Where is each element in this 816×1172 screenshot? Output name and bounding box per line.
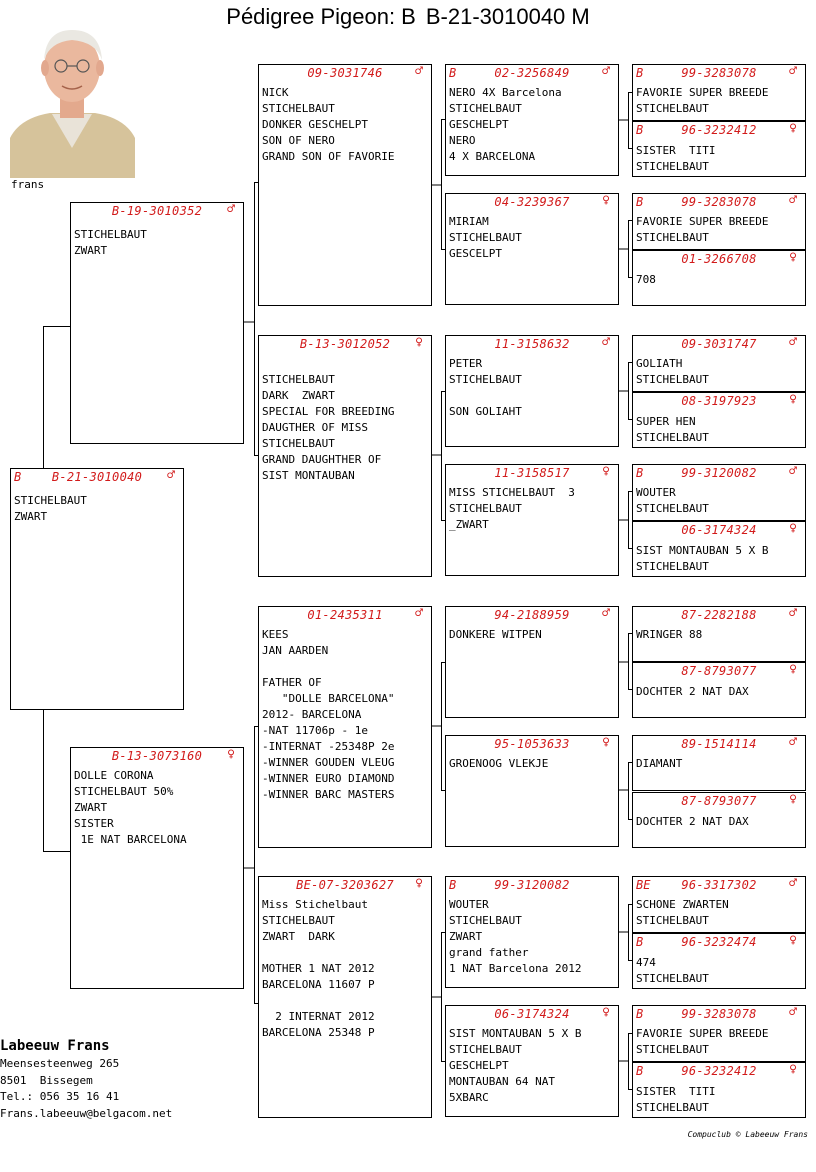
info-line: STICHELBAUT xyxy=(636,231,709,244)
info-line: SON OF NERO xyxy=(262,134,335,147)
ring-number: 09-3031747 xyxy=(681,337,757,351)
sex-symbol-icon: ♀ xyxy=(415,335,423,350)
sex-symbol-icon: ♂ xyxy=(789,735,797,750)
pigeon-info xyxy=(446,352,618,420)
info-line: SUPER HEN xyxy=(636,415,696,428)
ring-header xyxy=(11,469,183,485)
ring-number: B-13-3012052 xyxy=(299,337,391,351)
info-line: BARCELONA 11607 P xyxy=(262,978,375,991)
sex-symbol-icon: ♀ xyxy=(789,392,797,407)
ring-number: 99-3120082 xyxy=(681,466,757,480)
ring-header xyxy=(633,1006,805,1022)
info-line: _ZWART xyxy=(449,518,489,531)
pigeon-info xyxy=(633,538,805,575)
ring-number: 06-3174324 xyxy=(494,1007,570,1021)
ring-header xyxy=(633,336,805,352)
pigeon-box-ffm[interactable] xyxy=(445,193,619,305)
info-line: NICK xyxy=(262,86,289,99)
pigeon-info xyxy=(633,752,805,772)
info-line: "DOLLE BARCELONA" xyxy=(262,692,395,705)
info-line: WOUTER xyxy=(449,898,489,911)
owner-info xyxy=(0,1036,172,1122)
pigeon-info xyxy=(633,352,805,388)
ring-header xyxy=(446,65,618,81)
info-line: FAVORIE SUPER BREEDE xyxy=(636,215,769,228)
info-line: GRAND SON OF FAVORIE xyxy=(262,150,395,163)
pigeon-box-mother[interactable] xyxy=(70,747,244,989)
info-line: ZWART xyxy=(74,801,108,814)
info-line: MOTHER 1 NAT 2012 xyxy=(262,962,375,975)
info-line: 5XBARC xyxy=(449,1091,489,1104)
info-line: STICHELBAUT xyxy=(636,914,709,927)
sex-symbol-icon: ♀ xyxy=(789,121,797,136)
info-line xyxy=(449,388,615,404)
info-line: 2012- BARCELONA xyxy=(262,708,362,721)
sex-symbol-icon: ♂ xyxy=(789,64,797,79)
sex-symbol-icon: ♂ xyxy=(415,64,423,79)
sex-symbol-icon: ♀ xyxy=(415,876,423,891)
ring-number: 11-3158632 xyxy=(494,337,570,351)
pigeon-info xyxy=(633,623,805,643)
ring-header xyxy=(633,877,805,893)
pigeon-box-g15[interactable] xyxy=(632,1005,806,1062)
pigeon-box-mfm[interactable] xyxy=(445,735,619,847)
ring-number: 99-3120082 xyxy=(494,878,570,892)
sex-symbol-icon: ♂ xyxy=(415,606,423,621)
pigeon-info xyxy=(259,81,431,165)
ring-number: 96-3232412 xyxy=(681,1064,757,1078)
pigeon-info xyxy=(71,764,243,848)
ring-header xyxy=(633,194,805,210)
pigeon-info xyxy=(446,752,618,772)
info-line: NERO xyxy=(449,134,476,147)
pigeon-box-g12[interactable] xyxy=(632,792,806,848)
ring-header xyxy=(71,748,243,764)
pigeon-box-fmm[interactable] xyxy=(445,464,619,576)
pigeon-info xyxy=(633,210,805,246)
pigeon-info xyxy=(259,352,431,484)
info-line: GESCELPT xyxy=(449,247,502,260)
info-line: STICHELBAUT xyxy=(262,373,335,386)
sex-symbol-icon: ♀ xyxy=(789,250,797,265)
pigeon-info xyxy=(446,481,618,533)
ring-header xyxy=(446,877,618,893)
pigeon-info xyxy=(633,481,805,517)
ring-header xyxy=(259,65,431,81)
info-line: STICHELBAUT xyxy=(262,914,335,927)
ring-number: BE-07-3203627 xyxy=(296,878,394,892)
country-code: BE xyxy=(636,878,651,892)
ring-header xyxy=(633,251,805,267)
ring-header xyxy=(633,393,805,409)
sex-symbol-icon: ♂ xyxy=(789,193,797,208)
sex-symbol-icon: ♂ xyxy=(227,202,235,217)
info-line: STICHELBAUT xyxy=(449,231,522,244)
pigeon-box-g3[interactable] xyxy=(632,193,806,250)
pigeon-box-g1[interactable] xyxy=(632,64,806,121)
pigeon-box-mm[interactable] xyxy=(258,876,432,1118)
ring-header xyxy=(633,934,805,950)
ring-number: 01-3266708 xyxy=(681,252,757,266)
info-line: grand father xyxy=(449,946,529,959)
info-line: SIST MONTAUBAN 5 X B xyxy=(636,544,769,557)
info-line: -NAT 11706p - 1e xyxy=(262,724,368,737)
country-code: B xyxy=(449,878,457,892)
info-line: -WINNER EURO DIAMOND xyxy=(262,772,395,785)
info-line: DARK ZWART xyxy=(262,389,335,402)
info-line: ZWART xyxy=(74,244,108,257)
info-line: STICHELBAUT xyxy=(449,914,522,927)
pigeon-info xyxy=(633,809,805,830)
info-line: WRINGER 88 xyxy=(636,628,703,641)
sex-symbol-icon: ♀ xyxy=(227,747,235,762)
ring-number: 87-8793077 xyxy=(681,794,757,808)
info-line: 4 X BARCELONA xyxy=(449,150,536,163)
info-line: 708 xyxy=(636,273,656,286)
info-line: KEES xyxy=(262,628,289,641)
info-line: SON GOLIAHT xyxy=(449,405,522,418)
ring-number: 99-3283078 xyxy=(681,66,757,80)
ring-number: 96-3317302 xyxy=(681,878,757,892)
ring-header xyxy=(259,607,431,623)
country-code: B xyxy=(636,466,644,480)
info-line: DOCHTER 2 NAT DAX xyxy=(636,815,749,828)
country-code: B xyxy=(636,1007,644,1021)
ring-header xyxy=(446,1006,618,1022)
pigeon-box-g13[interactable] xyxy=(632,876,806,933)
info-line xyxy=(262,659,428,675)
pigeon-box-fm[interactable] xyxy=(258,335,432,577)
info-line: GRAND DAUGHTHER OF xyxy=(262,453,382,466)
title-prefix: Pédigree Pigeon: B xyxy=(226,4,416,29)
info-line: STICHELBAUT xyxy=(449,1043,522,1056)
pigeon-box-fmf[interactable] xyxy=(445,335,619,447)
photo-caption: frans xyxy=(11,178,45,191)
info-line: DAUGTHER OF MISS xyxy=(262,421,368,434)
title-ring: B-21-3010040 M xyxy=(425,4,590,29)
ring-number: B-13-3073160 xyxy=(111,749,203,763)
owner-phone: Tel.: 056 35 16 41 xyxy=(0,1090,120,1103)
pigeon-info xyxy=(446,1022,618,1106)
info-line: -INTERNAT -25348P 2e xyxy=(262,740,395,753)
pigeon-box-subject[interactable] xyxy=(10,468,184,710)
info-line: STICHELBAUT xyxy=(636,431,709,444)
ring-number: 04-3239367 xyxy=(494,195,570,209)
country-code: B xyxy=(636,195,644,209)
info-line: STICHELBAUT xyxy=(449,502,522,515)
owner-photo xyxy=(10,18,135,178)
ring-number: 96-3232412 xyxy=(681,123,757,137)
ring-header xyxy=(633,663,805,679)
country-code: B xyxy=(636,123,644,137)
owner-city: 8501 Bissegem xyxy=(0,1073,93,1087)
sex-symbol-icon: ♂ xyxy=(167,468,175,483)
ring-number: B-19-3010352 xyxy=(111,204,203,218)
info-line: DONKERE WITPEN xyxy=(449,628,542,641)
info-line: STICHELBAUT xyxy=(636,972,709,985)
ring-header xyxy=(446,736,618,752)
sex-symbol-icon: ♀ xyxy=(602,193,610,208)
ring-number: 96-3232474 xyxy=(681,935,757,949)
info-line: Miss Stichelbaut xyxy=(262,898,368,911)
info-line: FAVORIE SUPER BREEDE xyxy=(636,1027,769,1040)
info-line: GESCHELPT xyxy=(449,118,509,131)
country-code: B xyxy=(636,935,644,949)
info-line: STICHELBAUT xyxy=(449,373,522,386)
pigeon-info xyxy=(446,623,618,643)
footer-credit: Compuclub © Labeeuw Frans xyxy=(687,1130,808,1139)
pigeon-box-g2[interactable] xyxy=(632,121,806,177)
pigeon-box-g6[interactable] xyxy=(632,392,806,448)
owner-name: Labeeuw Frans xyxy=(0,1038,110,1054)
info-line: 1 NAT Barcelona 2012 xyxy=(449,962,582,975)
info-line: WOUTER xyxy=(636,486,676,499)
ring-number: 94-2188959 xyxy=(494,608,570,622)
info-line: ZWART xyxy=(449,930,483,943)
pigeon-box-g9[interactable] xyxy=(632,606,806,662)
pigeon-info xyxy=(446,81,618,165)
pigeon-box-mff[interactable] xyxy=(445,606,619,718)
info-line: SIST MONTAUBAN 5 X B xyxy=(449,1027,582,1040)
pigeon-info xyxy=(633,267,805,288)
sex-symbol-icon: ♀ xyxy=(789,933,797,948)
pigeon-info xyxy=(259,623,431,803)
info-line: 1E NAT BARCELONA xyxy=(74,833,187,846)
ring-number: 95-1053633 xyxy=(494,737,570,751)
info-line xyxy=(262,356,428,372)
ring-header xyxy=(446,607,618,623)
sex-symbol-icon: ♀ xyxy=(789,1062,797,1077)
info-line: 2 INTERNAT 2012 xyxy=(262,1010,375,1023)
pigeon-box-fff[interactable] xyxy=(445,64,619,176)
country-code: B xyxy=(636,66,644,80)
info-line: SPECIAL FOR BREEDING xyxy=(262,405,395,418)
info-line: JAN AARDEN xyxy=(262,644,329,657)
sex-symbol-icon: ♂ xyxy=(789,335,797,350)
info-line: NERO 4X Barcelona xyxy=(449,86,562,99)
pigeon-box-g10[interactable] xyxy=(632,662,806,718)
pigeon-info xyxy=(633,1079,805,1116)
pigeon-info xyxy=(71,219,243,259)
pigeon-info xyxy=(633,409,805,446)
ring-header xyxy=(633,1063,805,1079)
pigeon-info xyxy=(446,210,618,262)
info-line: ZWART DARK xyxy=(262,930,335,943)
pigeon-box-mmf[interactable] xyxy=(445,876,619,988)
info-line: MISS STICHELBAUT 3 xyxy=(449,486,575,499)
info-line: MONTAUBAN 64 NAT xyxy=(449,1075,555,1088)
owner-email[interactable]: Frans.labeeuw@belgacom.net xyxy=(0,1106,173,1120)
ring-header xyxy=(633,65,805,81)
ring-number: 02-3256849 xyxy=(494,66,570,80)
info-line: STICHELBAUT xyxy=(636,1101,709,1114)
sex-symbol-icon: ♂ xyxy=(602,64,610,79)
sex-symbol-icon: ♀ xyxy=(602,735,610,750)
ring-header xyxy=(633,793,805,809)
country-code: B xyxy=(14,470,22,484)
ring-header xyxy=(446,336,618,352)
ring-number: 87-8793077 xyxy=(681,664,757,678)
info-line: STICHELBAUT xyxy=(636,373,709,386)
pigeon-box-g14[interactable] xyxy=(632,933,806,989)
info-line: SIST MONTAUBAN xyxy=(262,469,355,482)
pigeon-info xyxy=(633,893,805,929)
pigeon-info xyxy=(633,81,805,117)
pigeon-info xyxy=(633,1022,805,1058)
ring-number: 09-3031746 xyxy=(307,66,383,80)
pigeon-box-g16[interactable] xyxy=(632,1062,806,1118)
pigeon-info xyxy=(11,485,183,525)
info-line: BARCELONA 25348 P xyxy=(262,1026,375,1039)
sex-symbol-icon: ♂ xyxy=(789,876,797,891)
info-line: SCHONE ZWARTEN xyxy=(636,898,729,911)
info-line: GROENOOG VLEKJE xyxy=(449,757,549,770)
owner-address: Meensesteenweg 265 xyxy=(0,1057,120,1070)
info-line: GOLIATH xyxy=(636,357,683,370)
ring-header xyxy=(259,877,431,893)
info-line xyxy=(262,945,428,961)
ring-header xyxy=(633,122,805,138)
info-line: STICHELBAUT xyxy=(636,1043,709,1056)
ring-number: 99-3283078 xyxy=(681,195,757,209)
pigeon-info xyxy=(446,893,618,977)
sex-symbol-icon: ♂ xyxy=(602,335,610,350)
pigeon-box-ff[interactable] xyxy=(258,64,432,306)
info-line: STICHELBAUT xyxy=(449,102,522,115)
ring-header xyxy=(633,736,805,752)
sex-symbol-icon: ♂ xyxy=(602,606,610,621)
pigeon-box-g8[interactable] xyxy=(632,521,806,577)
info-line: STICHELBAUT xyxy=(636,102,709,115)
info-line: MIRIAM xyxy=(449,215,489,228)
ring-header xyxy=(446,465,618,481)
info-line: SISTER TITI xyxy=(636,144,716,157)
ring-number: 11-3158517 xyxy=(494,466,570,480)
info-line: -WINNER GOUDEN VLEUG xyxy=(262,756,395,769)
ring-header xyxy=(633,522,805,538)
info-line xyxy=(262,993,428,1009)
ring-number: B-21-3010040 xyxy=(51,470,143,484)
info-line: STICHELBAUT xyxy=(636,160,709,173)
info-line: DOCHTER 2 NAT DAX xyxy=(636,685,749,698)
ring-number: 99-3283078 xyxy=(681,1007,757,1021)
ring-header xyxy=(633,465,805,481)
pigeon-box-father[interactable] xyxy=(70,202,244,444)
info-line: FATHER OF xyxy=(262,676,322,689)
pigeon-box-g7[interactable] xyxy=(632,464,806,521)
info-line: -WINNER BARC MASTERS xyxy=(262,788,395,801)
ring-number: 08-3197923 xyxy=(681,394,757,408)
info-line: STICHELBAUT xyxy=(636,560,709,573)
ring-number: 89-1514114 xyxy=(681,737,757,751)
info-line: STICHELBAUT 50% xyxy=(74,785,174,798)
info-line: 474 xyxy=(636,956,656,969)
ring-number: 06-3174324 xyxy=(681,523,757,537)
pigeon-info xyxy=(633,950,805,987)
info-line: STICHELBAUT xyxy=(74,228,147,241)
pigeon-info xyxy=(633,679,805,700)
info-line: SISTER xyxy=(74,817,114,830)
sex-symbol-icon: ♀ xyxy=(789,662,797,677)
info-line: DOLLE CORONA xyxy=(74,769,154,782)
ring-number: 87-2282188 xyxy=(681,608,757,622)
info-line: STICHELBAUT xyxy=(14,494,87,507)
info-line: GESCHELPT xyxy=(449,1059,509,1072)
pigeon-info xyxy=(633,138,805,175)
sex-symbol-icon: ♂ xyxy=(789,1005,797,1020)
pigeon-box-g5[interactable] xyxy=(632,335,806,392)
pigeon-box-g4[interactable] xyxy=(632,250,806,306)
ring-header xyxy=(259,336,431,352)
info-line: PETER xyxy=(449,357,483,370)
ring-header xyxy=(446,194,618,210)
sex-symbol-icon: ♀ xyxy=(789,792,797,807)
pigeon-info xyxy=(259,893,431,1041)
info-line: FAVORIE SUPER BREEDE xyxy=(636,86,769,99)
sex-symbol-icon: ♀ xyxy=(602,464,610,479)
country-code: B xyxy=(449,66,457,80)
ring-number: 01-2435311 xyxy=(307,608,383,622)
sex-symbol-icon: ♀ xyxy=(789,521,797,536)
info-line: DONKER GESCHELPT xyxy=(262,118,368,131)
sex-symbol-icon: ♂ xyxy=(789,464,797,479)
info-line: STICHELBAUT xyxy=(262,437,335,450)
pigeon-box-mf[interactable] xyxy=(258,606,432,848)
info-line: DIAMANT xyxy=(636,757,683,770)
info-line: ZWART xyxy=(14,510,48,523)
pigeon-box-mmm[interactable] xyxy=(445,1005,619,1117)
sex-symbol-icon: ♀ xyxy=(602,1005,610,1020)
sex-symbol-icon: ♂ xyxy=(789,606,797,621)
pigeon-box-g11[interactable] xyxy=(632,735,806,791)
ring-header xyxy=(633,607,805,623)
country-code: B xyxy=(636,1064,644,1078)
info-line: STICHELBAUT xyxy=(262,102,335,115)
info-line: STICHELBAUT xyxy=(636,502,709,515)
ring-header xyxy=(71,203,243,219)
info-line: SISTER TITI xyxy=(636,1085,716,1098)
